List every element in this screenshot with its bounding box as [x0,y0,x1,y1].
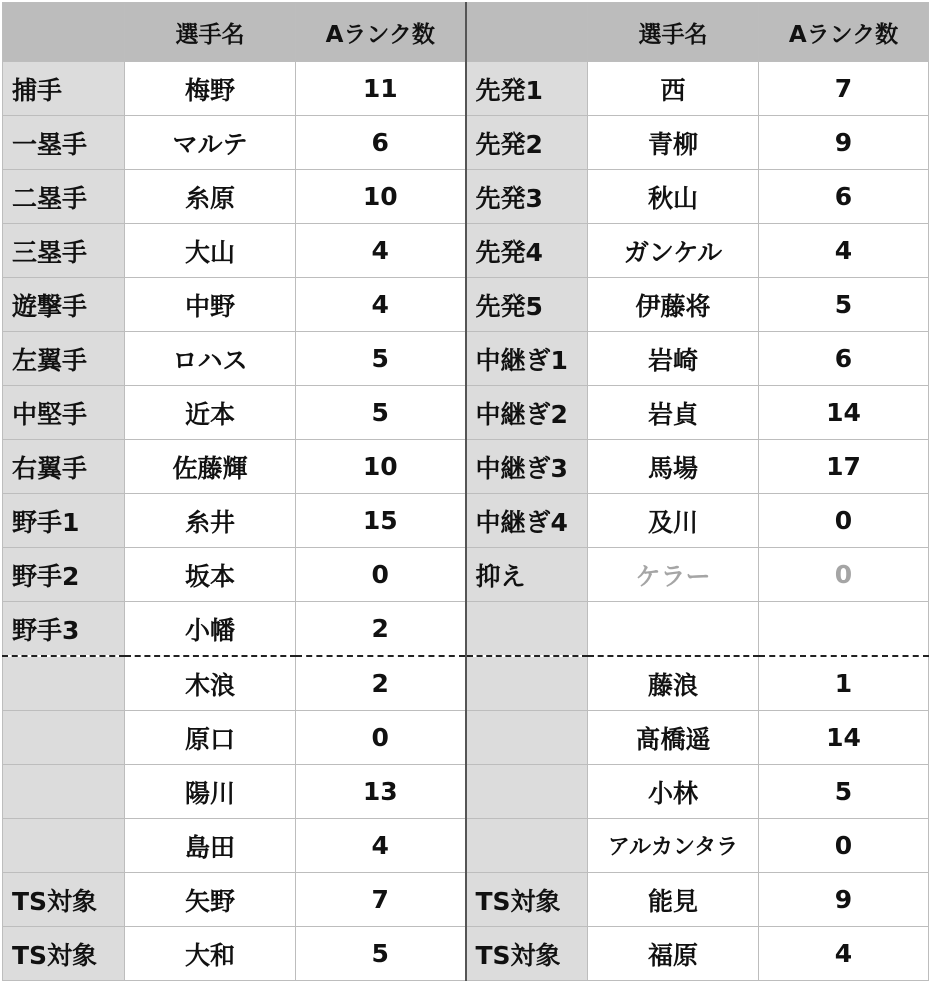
left-player-name: マルテ [125,116,296,170]
left-player-name: 大山 [125,224,296,278]
left-player-name: ロハス [125,332,296,386]
header-row [3,3,929,62]
table-row [3,332,929,386]
right-a-rank-count: 1 [759,656,929,711]
left-position-cell: 左翼手 [3,332,125,386]
left-player-name: 糸原 [125,170,296,224]
left-player-name: 矢野 [125,873,296,927]
right-a-rank-count: 6 [759,170,929,224]
left-position-cell: 三塁手 [3,224,125,278]
left-position-cell: TS対象 [3,927,125,981]
table-row [3,711,929,765]
right-player-name: 福原 [588,927,759,981]
right-a-rank-count: 0 [759,548,929,602]
left-position-cell: 中堅手 [3,386,125,440]
left-a-rank-count: 5 [296,332,466,386]
left-player-name: 大和 [125,927,296,981]
left-a-rank-count: 4 [296,224,466,278]
roster-body [3,3,929,981]
left-a-rank-count: 2 [296,602,466,657]
header-left-position-cell [3,3,125,62]
right-player-name: 秋山 [588,170,759,224]
right-player-name: 髙橋遥 [588,711,759,765]
left-a-rank-count: 2 [296,656,466,711]
table-row [3,170,929,224]
right-position-cell: 先発1 [466,62,588,116]
left-a-rank-count: 0 [296,548,466,602]
header-right-rank: Aランク数 [759,3,929,62]
left-position-cell: 一塁手 [3,116,125,170]
header-left-rank: Aランク数 [296,3,466,62]
left-player-name: 佐藤輝 [125,440,296,494]
table-row [3,440,929,494]
table-row [3,927,929,981]
table-row [3,765,929,819]
right-position-cell: TS対象 [466,927,588,981]
table-row [3,819,929,873]
left-player-name: 糸井 [125,494,296,548]
left-a-rank-count: 11 [296,62,466,116]
right-a-rank-count: 0 [759,819,929,873]
right-player-name: 伊藤将 [588,278,759,332]
table-row [3,656,929,711]
table-row [3,494,929,548]
left-a-rank-count: 6 [296,116,466,170]
table-row [3,386,929,440]
right-player-name: アルカンタラ [588,819,759,873]
right-player-name: ガンケル [588,224,759,278]
right-player-name: ケラー [588,548,759,602]
right-position-cell [466,602,588,657]
right-player-name: 能見 [588,873,759,927]
roster-table [2,2,929,981]
table-row [3,873,929,927]
left-player-name: 中野 [125,278,296,332]
left-position-cell [3,819,125,873]
right-player-name: 青柳 [588,116,759,170]
left-position-cell: TS対象 [3,873,125,927]
right-player-name: 馬場 [588,440,759,494]
right-position-cell [466,765,588,819]
left-a-rank-count: 5 [296,927,466,981]
right-a-rank-count: 5 [759,765,929,819]
right-a-rank-count: 4 [759,224,929,278]
right-a-rank-count: 14 [759,386,929,440]
right-position-cell [466,819,588,873]
left-position-cell [3,765,125,819]
left-position-cell [3,711,125,765]
header-right-position-cell [466,3,588,62]
left-a-rank-count: 15 [296,494,466,548]
left-position-cell: 野手3 [3,602,125,657]
right-a-rank-count: 7 [759,62,929,116]
right-a-rank-count: 17 [759,440,929,494]
right-position-cell: 先発4 [466,224,588,278]
right-player-name: 岩貞 [588,386,759,440]
table-row [3,548,929,602]
left-player-name: 島田 [125,819,296,873]
left-position-cell: 二塁手 [3,170,125,224]
table-row [3,224,929,278]
left-a-rank-count: 4 [296,819,466,873]
left-player-name: 原口 [125,711,296,765]
left-player-name: 陽川 [125,765,296,819]
left-a-rank-count: 10 [296,170,466,224]
right-a-rank-count: 4 [759,927,929,981]
left-player-name: 木浪 [125,656,296,711]
right-position-cell: TS対象 [466,873,588,927]
left-position-cell: 野手1 [3,494,125,548]
table-row [3,602,929,657]
left-a-rank-count: 10 [296,440,466,494]
right-position-cell: 中継ぎ4 [466,494,588,548]
left-position-cell [3,656,125,711]
right-player-name: 小林 [588,765,759,819]
left-a-rank-count: 4 [296,278,466,332]
table-row [3,116,929,170]
header-right-name: 選手名 [588,3,759,62]
right-a-rank-count: 0 [759,494,929,548]
table-row [3,278,929,332]
left-player-name: 小幡 [125,602,296,657]
right-player-name: 岩崎 [588,332,759,386]
right-position-cell: 中継ぎ3 [466,440,588,494]
right-player-name [588,602,759,657]
header-left-name: 選手名 [125,3,296,62]
left-player-name: 坂本 [125,548,296,602]
left-a-rank-count: 13 [296,765,466,819]
right-position-cell: 先発3 [466,170,588,224]
left-player-name: 近本 [125,386,296,440]
left-a-rank-count: 0 [296,711,466,765]
left-a-rank-count: 5 [296,386,466,440]
left-a-rank-count: 7 [296,873,466,927]
right-position-cell: 中継ぎ2 [466,386,588,440]
right-a-rank-count [759,602,929,657]
right-player-name: 藤浪 [588,656,759,711]
left-player-name: 梅野 [125,62,296,116]
right-position-cell: 先発2 [466,116,588,170]
left-position-cell: 野手2 [3,548,125,602]
right-position-cell: 抑え [466,548,588,602]
right-player-name: 及川 [588,494,759,548]
right-a-rank-count: 5 [759,278,929,332]
left-position-cell: 右翼手 [3,440,125,494]
right-position-cell [466,711,588,765]
table-row [3,62,929,116]
right-position-cell [466,656,588,711]
right-a-rank-count: 9 [759,873,929,927]
right-player-name: 西 [588,62,759,116]
right-a-rank-count: 6 [759,332,929,386]
right-position-cell: 先発5 [466,278,588,332]
left-position-cell: 捕手 [3,62,125,116]
right-position-cell: 中継ぎ1 [466,332,588,386]
left-position-cell: 遊撃手 [3,278,125,332]
right-a-rank-count: 14 [759,711,929,765]
right-a-rank-count: 9 [759,116,929,170]
